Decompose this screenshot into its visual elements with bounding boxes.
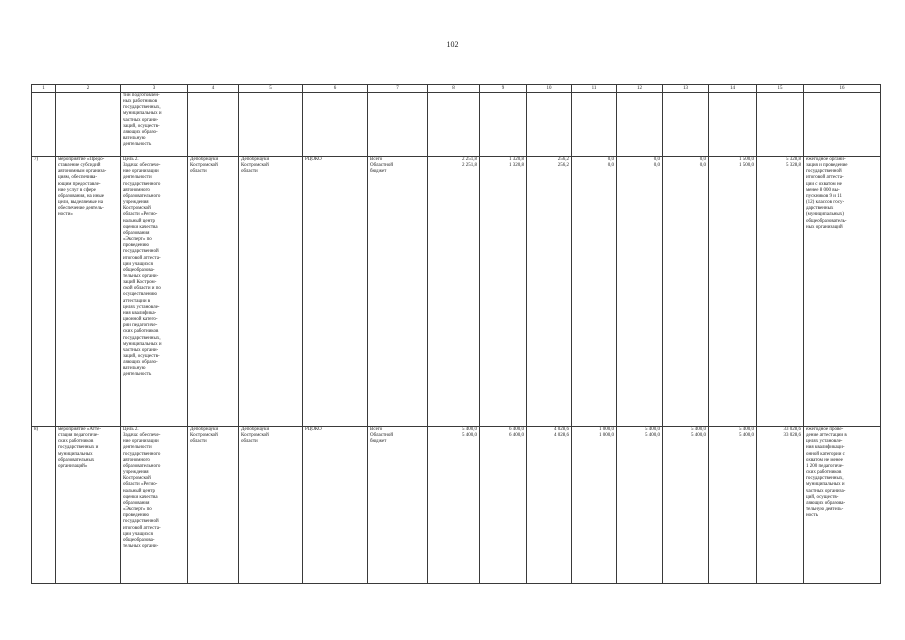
value: 0,0 (653, 157, 660, 162)
value: 0,0 (607, 163, 614, 169)
program-table (31, 84, 881, 584)
value: 5 400,0 (739, 433, 754, 439)
header-cell: 7 (368, 85, 428, 93)
expected-result: ежегодное органи- зация и проведение государственной итоговой аттеста- ции с охватом не менее 8 000 вы- пускников 9 и 11 (12) классов госу- дарственных (муниципальных) общеобразователь- ных организаций (804, 157, 881, 427)
table-row (32, 157, 881, 427)
value: 1 500,0 (739, 157, 754, 162)
value: 1 500,0 (739, 163, 754, 169)
header-row (32, 85, 881, 93)
event-name: мероприятие «Атте- стация педагогиче- ских работников государственных и муниципальных образовательных организаций» (56, 427, 121, 584)
value: 0,0 (699, 163, 706, 169)
header-cell: 8 (428, 85, 480, 93)
source-total: Всего (370, 157, 383, 162)
header-cell: 14 (709, 85, 757, 93)
header-cell: 2 (56, 85, 121, 93)
value: 1 000,0 (599, 433, 614, 439)
header-cell: 10 (527, 85, 572, 93)
co-executor: Депобрнауки Костромской области (239, 427, 303, 584)
value: 0,0 (699, 157, 706, 162)
header-cell: 1 (32, 85, 56, 93)
value: 6 400,0 (509, 433, 524, 439)
value: 4 028,6 (554, 427, 569, 432)
value: 5 400,0 (462, 433, 477, 439)
goal-task: Цель 2. Задача: обеспече- ние организации деятельности государственного автономного образовательного учреждения Костромской области «Регио- нальный центр оценки качества образования «Эксперт» по проведению государственной итоговой аттеста- ции учащихся общеобразова- тельных органи- (121, 427, 188, 584)
participant: РЦОКО (303, 427, 368, 584)
value: 5 400,0 (645, 433, 660, 439)
value: 5 400,0 (739, 427, 754, 432)
header-cell: 5 (239, 85, 303, 93)
value: 1 320,8 (509, 163, 524, 169)
value: 5 400,0 (645, 427, 660, 432)
value: 5 328,8 (786, 163, 801, 169)
table-row (32, 427, 881, 584)
value: 4 028,6 (554, 433, 569, 439)
source-regional: Областной бюджет (370, 163, 394, 175)
header-cell: 9 (480, 85, 527, 93)
header-cell: 3 (121, 85, 188, 93)
header-cell: 15 (757, 85, 804, 93)
page-number: 102 (446, 40, 459, 49)
source-total: Всего (370, 427, 383, 432)
header-cell: 16 (804, 85, 881, 93)
value: 5 400,0 (691, 427, 706, 432)
value: 5 400,0 (691, 433, 706, 439)
header-cell: 12 (617, 85, 663, 93)
value: 0,0 (607, 157, 614, 162)
source-regional: Областной бюджет (370, 433, 394, 445)
expected-result: ежегодное прове- дение аттестации в целях установле- ния квалификаци- онной категории с охватом не менее 1 200 педагогиче- ских работников государственных, муниципальных и частных организа- ций, осуществ- ляющих образова- тельную деятель- ность (804, 427, 881, 584)
row-number: 7) (32, 157, 56, 427)
value: 0,0 (653, 163, 660, 169)
event-name: мероприятие «Предо- ставление субсидий автономным организа- циям, обеспечива- ющим предоставле- ние услуг в сфере образования, на иные цели, выделяемые на обеспечение деятель- ности» (56, 157, 121, 427)
header-cell: 6 (303, 85, 368, 93)
value: 33 028,6 (783, 433, 801, 439)
row-number: 8) (32, 427, 56, 584)
value: 1 000,0 (599, 427, 614, 432)
header-cell: 4 (188, 85, 239, 93)
value: 5 400,0 (462, 427, 477, 432)
value: 2 251,8 (462, 163, 477, 169)
value: 2 251,8 (462, 157, 477, 162)
header-cell: 11 (572, 85, 617, 93)
goal-task: Цель 2. Задача: обеспече- ние организации деятельности государственного автономного образовательного учреждения Костромской области «Регио- нальный центр оценки качества образования «Эксперт» по проведению государственной итоговой аттеста- ции учащихся общеобразова- тельных органи- заций Костром- ской области и по осуществлению аттестации в целях установле- ния квалифика- ционной катего- рии педагогиче- ских работников государственных, муниципальных и частных органи- заций, осуществ- ляющих образо- вательную деятельность (121, 157, 188, 427)
value: 5 328,8 (786, 157, 801, 162)
value: 256,2 (557, 163, 569, 169)
value: 33 028,6 (783, 427, 801, 432)
goal-continuation: тин подготовлен- ных работников государственных, муниципальных и частных органи- заций, осуществ- ляющих образо- вательную деятельность (121, 93, 188, 157)
value: 256,2 (557, 157, 569, 162)
responsible-executor: Депобрнауки Костромской области (188, 427, 239, 584)
co-executor: Депобрнауки Костромской области (239, 157, 303, 427)
responsible-executor: Депобрнауки Костромской области (188, 157, 239, 427)
value: 6 400,0 (509, 427, 524, 432)
continuation-row (32, 93, 881, 157)
value: 1 320,8 (509, 157, 524, 162)
participant: РЦОКО (303, 157, 368, 427)
header-cell: 13 (663, 85, 709, 93)
